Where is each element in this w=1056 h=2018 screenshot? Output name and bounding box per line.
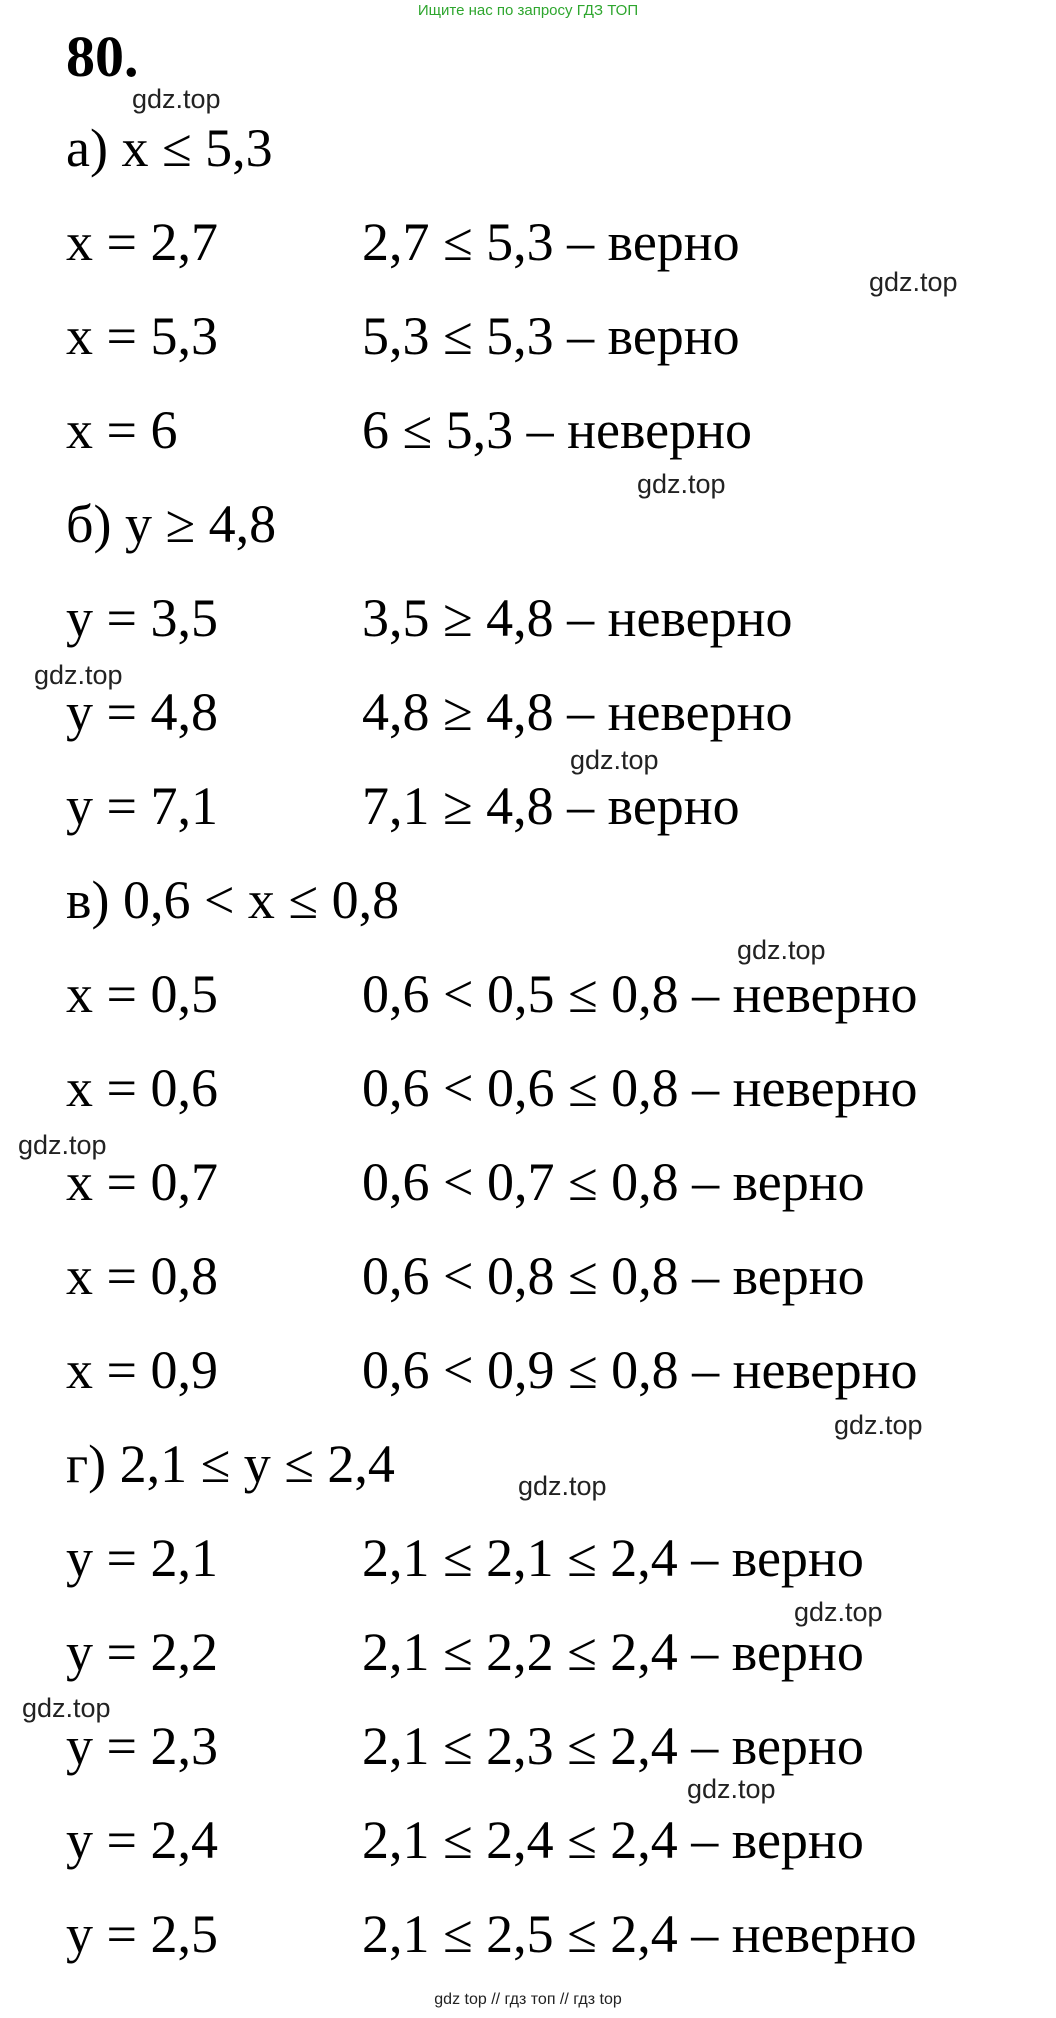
row-check: 0,6 < 0,9 ≤ 0,8 – неверно <box>362 1340 918 1400</box>
row-value: y = 3,5 <box>66 588 218 648</box>
promo-banner[interactable]: Ищите нас по запросу ГДЗ ТОП <box>417 2 639 19</box>
row-value: y = 2,2 <box>66 1622 218 1682</box>
row-check: 0,6 < 0,8 ≤ 0,8 – верно <box>362 1246 865 1306</box>
row-value: x = 0,6 <box>66 1058 218 1118</box>
row-check: 2,1 ≤ 2,4 ≤ 2,4 – верно <box>362 1810 864 1870</box>
row-value: x = 0,5 <box>66 964 218 1024</box>
section-header-b: б) y ≥ 4,8 <box>66 494 277 554</box>
watermark: gdz.top <box>637 469 726 499</box>
task-number: 80. <box>66 24 139 89</box>
row-value: x = 5,3 <box>66 306 218 366</box>
watermark: gdz.top <box>518 1471 607 1501</box>
row-check: 0,6 < 0,6 ≤ 0,8 – неверно <box>362 1058 918 1118</box>
watermark: gdz.top <box>834 1410 923 1440</box>
row-value: x = 0,8 <box>66 1246 218 1306</box>
watermark: gdz.top <box>22 1693 111 1723</box>
row-check: 6 ≤ 5,3 – неверно <box>362 400 753 460</box>
row-value: x = 6 <box>66 400 178 460</box>
row-value: y = 2,1 <box>66 1528 218 1588</box>
watermark: gdz.top <box>794 1597 883 1627</box>
row-check: 2,1 ≤ 2,5 ≤ 2,4 – неверно <box>362 1904 917 1964</box>
footer-links[interactable]: gdz top // гдз топ // гдз top <box>434 1991 622 2008</box>
section-header-d: г) 2,1 ≤ y ≤ 2,4 <box>66 1434 395 1494</box>
row-check: 0,6 < 0,7 ≤ 0,8 – верно <box>362 1152 865 1212</box>
row-check: 0,6 < 0,5 ≤ 0,8 – неверно <box>362 964 918 1024</box>
section-header-a: а) x ≤ 5,3 <box>66 118 273 178</box>
row-value: y = 2,4 <box>66 1810 218 1870</box>
row-check: 3,5 ≥ 4,8 – неверно <box>362 588 793 648</box>
row-check: 7,1 ≥ 4,8 – верно <box>362 776 740 836</box>
row-value: y = 2,5 <box>66 1904 218 1964</box>
watermark: gdz.top <box>737 935 826 965</box>
watermark: gdz.top <box>869 267 958 297</box>
row-check: 2,1 ≤ 2,1 ≤ 2,4 – верно <box>362 1528 864 1588</box>
watermark: gdz.top <box>687 1774 776 1804</box>
section-header-c: в) 0,6 < x ≤ 0,8 <box>66 870 400 930</box>
watermark: gdz.top <box>132 84 221 114</box>
row-check: 2,1 ≤ 2,3 ≤ 2,4 – верно <box>362 1716 864 1776</box>
row-check: 2,7 ≤ 5,3 – верно <box>362 212 740 272</box>
row-check: 2,1 ≤ 2,2 ≤ 2,4 – верно <box>362 1622 864 1682</box>
watermark: gdz.top <box>34 660 123 690</box>
row-check: 5,3 ≤ 5,3 – верно <box>362 306 740 366</box>
row-value: y = 7,1 <box>66 776 218 836</box>
row-value: x = 2,7 <box>66 212 218 272</box>
watermark: gdz.top <box>18 1130 107 1160</box>
row-value: y = 4,8 <box>66 682 218 742</box>
row-value: y = 2,3 <box>66 1716 218 1776</box>
row-value: x = 0,7 <box>66 1152 218 1212</box>
row-value: x = 0,9 <box>66 1340 218 1400</box>
row-check: 4,8 ≥ 4,8 – неверно <box>362 682 793 742</box>
watermark: gdz.top <box>570 745 659 775</box>
